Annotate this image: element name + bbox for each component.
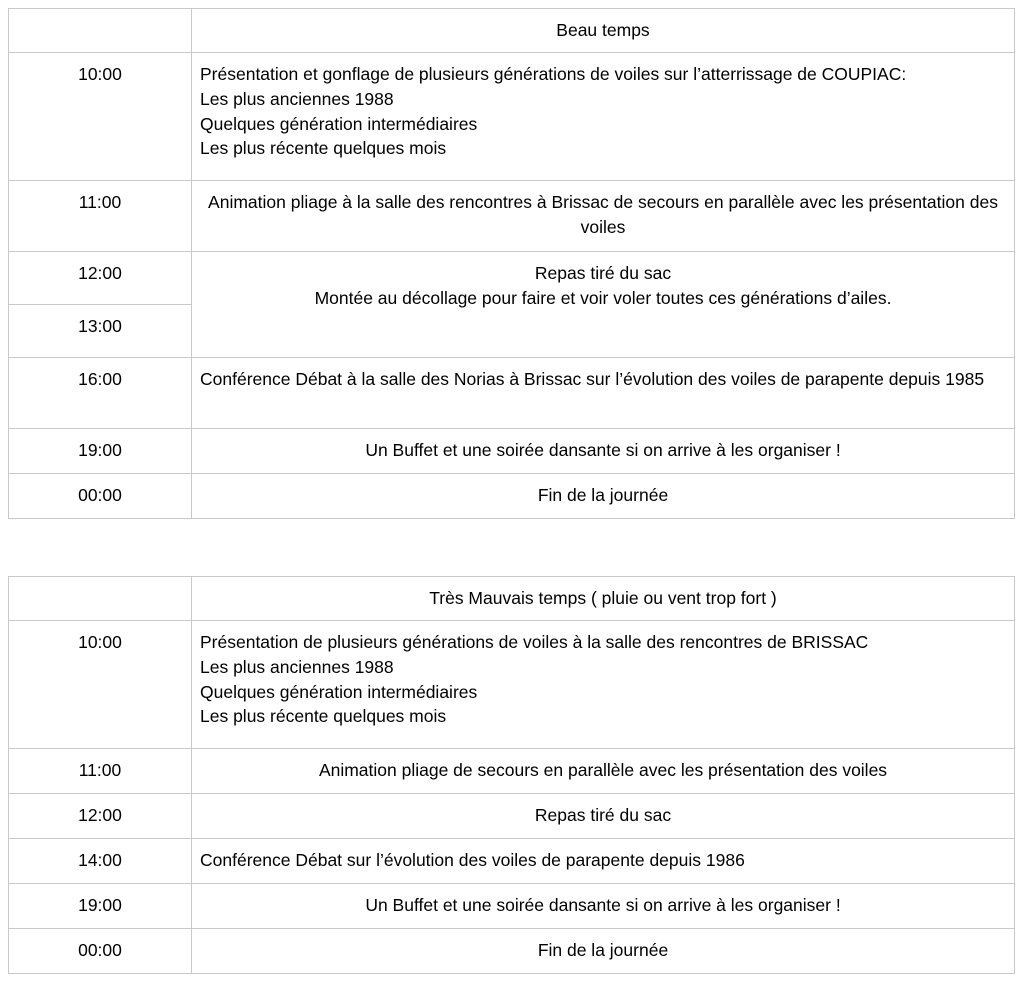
row-description: Animation pliage à la salle des rencontres à Brissac de secours en parallèle avec les présentation des voiles	[192, 180, 1015, 251]
row-time: 00:00	[9, 473, 192, 518]
row-description: Un Buffet et une soirée dansante si on arrive à les organiser !	[192, 428, 1015, 473]
row-description-merged	[192, 251, 1015, 357]
row-time: 16:00	[9, 357, 192, 428]
table-row-header	[9, 9, 1015, 53]
table-row	[9, 180, 1015, 251]
description-line: Quelques génération intermédiaires	[200, 681, 478, 702]
row-time: 19:00	[9, 883, 192, 928]
row-description: Repas tiré du sac	[192, 793, 1015, 838]
table-row	[9, 883, 1015, 928]
table-row	[9, 473, 1015, 518]
table-row	[9, 620, 1015, 748]
row-description: Fin de la journée	[192, 473, 1015, 518]
schedule-table-beau-temps	[8, 8, 1015, 519]
table-row	[9, 748, 1015, 793]
table-row	[9, 357, 1015, 428]
description-line: Les plus anciennes 1988	[200, 656, 394, 677]
row-time: 11:00	[9, 748, 192, 793]
row-time: 12:00	[9, 793, 192, 838]
row-time: 14:00	[9, 838, 192, 883]
row-time: 19:00	[9, 428, 192, 473]
table-row	[9, 793, 1015, 838]
header-time-blank	[9, 9, 192, 53]
row-description: Un Buffet et une soirée dansante si on arrive à les organiser !	[192, 883, 1015, 928]
description-line: Les plus anciennes 1988	[200, 88, 394, 109]
description-line: Les plus récente quelques mois	[200, 138, 447, 159]
row-time: 10:00	[9, 620, 192, 748]
row-description	[192, 52, 1015, 180]
table-row-header	[9, 577, 1015, 621]
description-line: Repas tiré du sac	[534, 262, 672, 283]
header-time-blank	[9, 577, 192, 621]
table-row	[9, 428, 1015, 473]
row-description: Conférence Débat à la salle des Norias à Brissac sur l’évolution des voiles de parapente depuis 1985	[192, 357, 1015, 428]
row-time: 10:00	[9, 52, 192, 180]
row-description: Conférence Débat sur l’évolution des voiles de parapente depuis 1986	[192, 838, 1015, 883]
row-time: 00:00	[9, 928, 192, 973]
description-line: Montée au décollage pour faire et voir voler toutes ces générations d’ailes.	[314, 287, 892, 308]
row-time: 12:00	[9, 251, 192, 304]
row-description: Animation pliage de secours en parallèle avec les présentation des voiles	[192, 748, 1015, 793]
row-description	[192, 620, 1015, 748]
description-line: Présentation de plusieurs générations de voiles à la salle des rencontres de BRISSAC	[200, 631, 869, 652]
table-row	[9, 928, 1015, 973]
description-line: Les plus récente quelques mois	[200, 706, 447, 727]
schedule-table-tres-mauvais-temps	[8, 576, 1015, 974]
table-row	[9, 52, 1015, 180]
description-line: Quelques génération intermédiaires	[200, 113, 478, 134]
table-row	[9, 251, 1015, 304]
row-time: 11:00	[9, 180, 192, 251]
table-row	[9, 838, 1015, 883]
table-title-tres-mauvais-temps: Très Mauvais temps ( pluie ou vent trop fort )	[192, 577, 1015, 621]
row-description: Fin de la journée	[192, 928, 1015, 973]
table-title-beau-temps: Beau temps	[192, 9, 1015, 53]
description-line: Présentation et gonflage de plusieurs générations de voiles sur l’atterrissage de COUPIAC:	[200, 63, 907, 84]
row-time: 13:00	[9, 304, 192, 357]
